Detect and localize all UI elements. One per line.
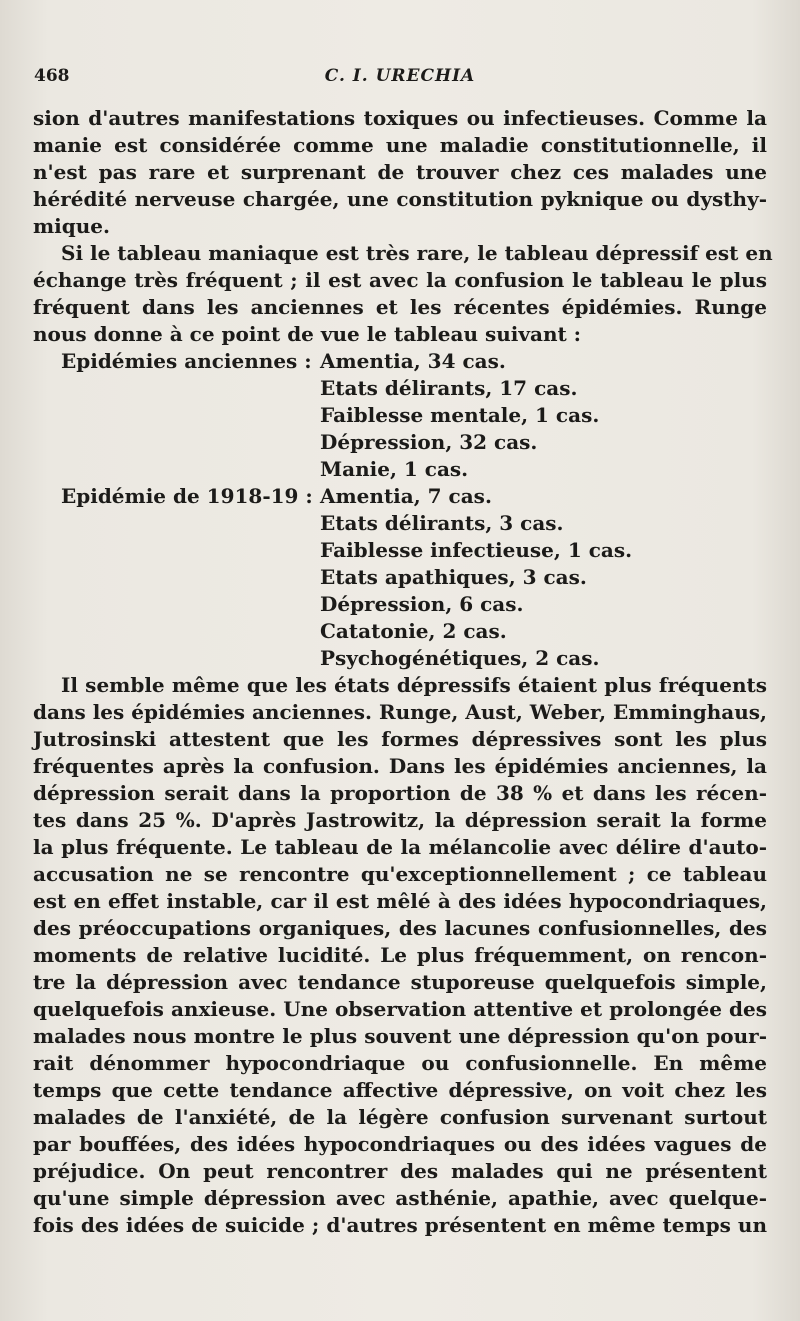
text-line: fréquentes après la confusion. Dans les épidémies anciennes, la — [33, 754, 767, 778]
text-line: mique. — [33, 214, 110, 238]
text-line: accusation ne se rencontre qu'exceptionnellement ; ce tableau — [33, 862, 767, 886]
table-item: Catatonie, 2 cas. — [320, 619, 507, 643]
table-item: Psychogénétiques, 2 cas. — [320, 646, 600, 670]
table-row — [33, 645, 767, 672]
text-line: manie est considérée comme une maladie constitutionnelle, il — [33, 133, 767, 157]
text-line: sion d'autres manifestations toxiques ou infectieuses. Comme la — [33, 106, 767, 130]
body-text — [33, 105, 773, 1239]
table-row — [33, 402, 767, 429]
table-row — [33, 510, 767, 537]
table-item: Faiblesse mentale, 1 cas. — [320, 403, 600, 427]
table-item: Amentia, 34 cas. — [320, 349, 506, 373]
runge-table — [33, 348, 767, 672]
text-line: nous donne à ce point de vue le tableau suivant : — [33, 322, 582, 346]
text-line: préjudice. On peut rencontrer des malades qui ne présentent — [33, 1159, 767, 1183]
table-row — [33, 591, 767, 618]
table-item: Manie, 1 cas. — [320, 457, 469, 481]
table-item: Dépression, 6 cas. — [320, 592, 524, 616]
text-line: malades nous montre le plus souvent une dépression qu'on pour- — [33, 1024, 767, 1048]
paragraph-1 — [33, 105, 767, 240]
text-line: hérédité nerveuse chargée, une constitution pyknique ou dysthy- — [33, 187, 767, 211]
table-item: Etats apathiques, 3 cas. — [320, 565, 587, 589]
text-line: temps que cette tendance affective dépressive, on voit chez les — [33, 1078, 767, 1102]
text-line: rait dénommer hypocondriaque ou confusionnelle. En même — [33, 1051, 767, 1075]
text-line: malades de l'anxiété, de la légère confusion survenant surtout — [33, 1105, 767, 1129]
table-row — [33, 348, 767, 375]
paragraph-2 — [33, 240, 773, 348]
text-line: fois des idées de suicide ; d'autres présentent en même temps un — [33, 1213, 767, 1237]
text-line: qu'une simple dépression avec asthénie, apathie, avec quelque- — [33, 1186, 767, 1210]
paragraph-3 — [33, 672, 767, 1239]
text-line: Si le tableau maniaque est très rare, le tableau dépressif est en — [61, 241, 773, 265]
text-line: échange très fréquent ; il est avec la confusion le tableau le plus — [33, 268, 767, 292]
text-line: tes dans 25 %. D'après Jastrowitz, la dépression serait la forme — [33, 808, 767, 832]
text-line: fréquent dans les anciennes et les récentes épidémies. Runge — [33, 295, 767, 319]
text-line: quelquefois anxieuse. Une observation attentive et prolongée des — [33, 997, 767, 1021]
text-line: tre la dépression avec tendance stuporeuse quelquefois simple, — [33, 970, 767, 994]
text-line: dans les épidémies anciennes. Runge, Aust, Weber, Emminghaus, — [33, 700, 768, 724]
text-line: des préoccupations organiques, des lacunes confusionnelles, des — [33, 916, 767, 940]
table-row — [33, 456, 767, 483]
table-item: Etats délirants, 17 cas. — [320, 376, 578, 400]
table-item: Dépression, 32 cas. — [320, 430, 538, 454]
text-line: n'est pas rare et surprenant de trouver chez ces malades une — [33, 160, 767, 184]
text-line: par bouffées, des idées hypocondriaques ou des idées vagues de — [33, 1132, 767, 1156]
text-line: moments de relative lucidité. Le plus fréquemment, on rencon- — [33, 943, 767, 967]
text-line: Il semble même que les états dépressifs étaient plus fréquents — [61, 673, 767, 697]
running-head: C. I. URECHIA — [324, 66, 476, 86]
table-row — [33, 483, 767, 510]
table-row — [33, 618, 767, 645]
table-item: Amentia, 7 cas. — [320, 484, 492, 508]
group-label: Epidémies anciennes : — [61, 349, 312, 373]
page-number: 468 — [34, 66, 70, 86]
table-row — [33, 375, 767, 402]
table-row — [33, 564, 767, 591]
text-line: est en effet instable, car il est mêlé à des idées hypocondriaques, — [33, 889, 767, 913]
text-line: dépression serait dans la proportion de 38 % et dans les récen- — [33, 781, 767, 805]
group-label: Epidémie de 1918-19 : — [61, 484, 313, 508]
page-header — [34, 66, 766, 90]
table-item: Etats délirants, 3 cas. — [320, 511, 564, 535]
table-row — [33, 537, 767, 564]
text-line: la plus fréquente. Le tableau de la mélancolie avec délire d'auto- — [33, 835, 767, 859]
text-line: Jutrosinski attestent que les formes dépressives sont les plus — [33, 727, 767, 751]
table-row — [33, 429, 767, 456]
table-item: Faiblesse infectieuse, 1 cas. — [320, 538, 633, 562]
